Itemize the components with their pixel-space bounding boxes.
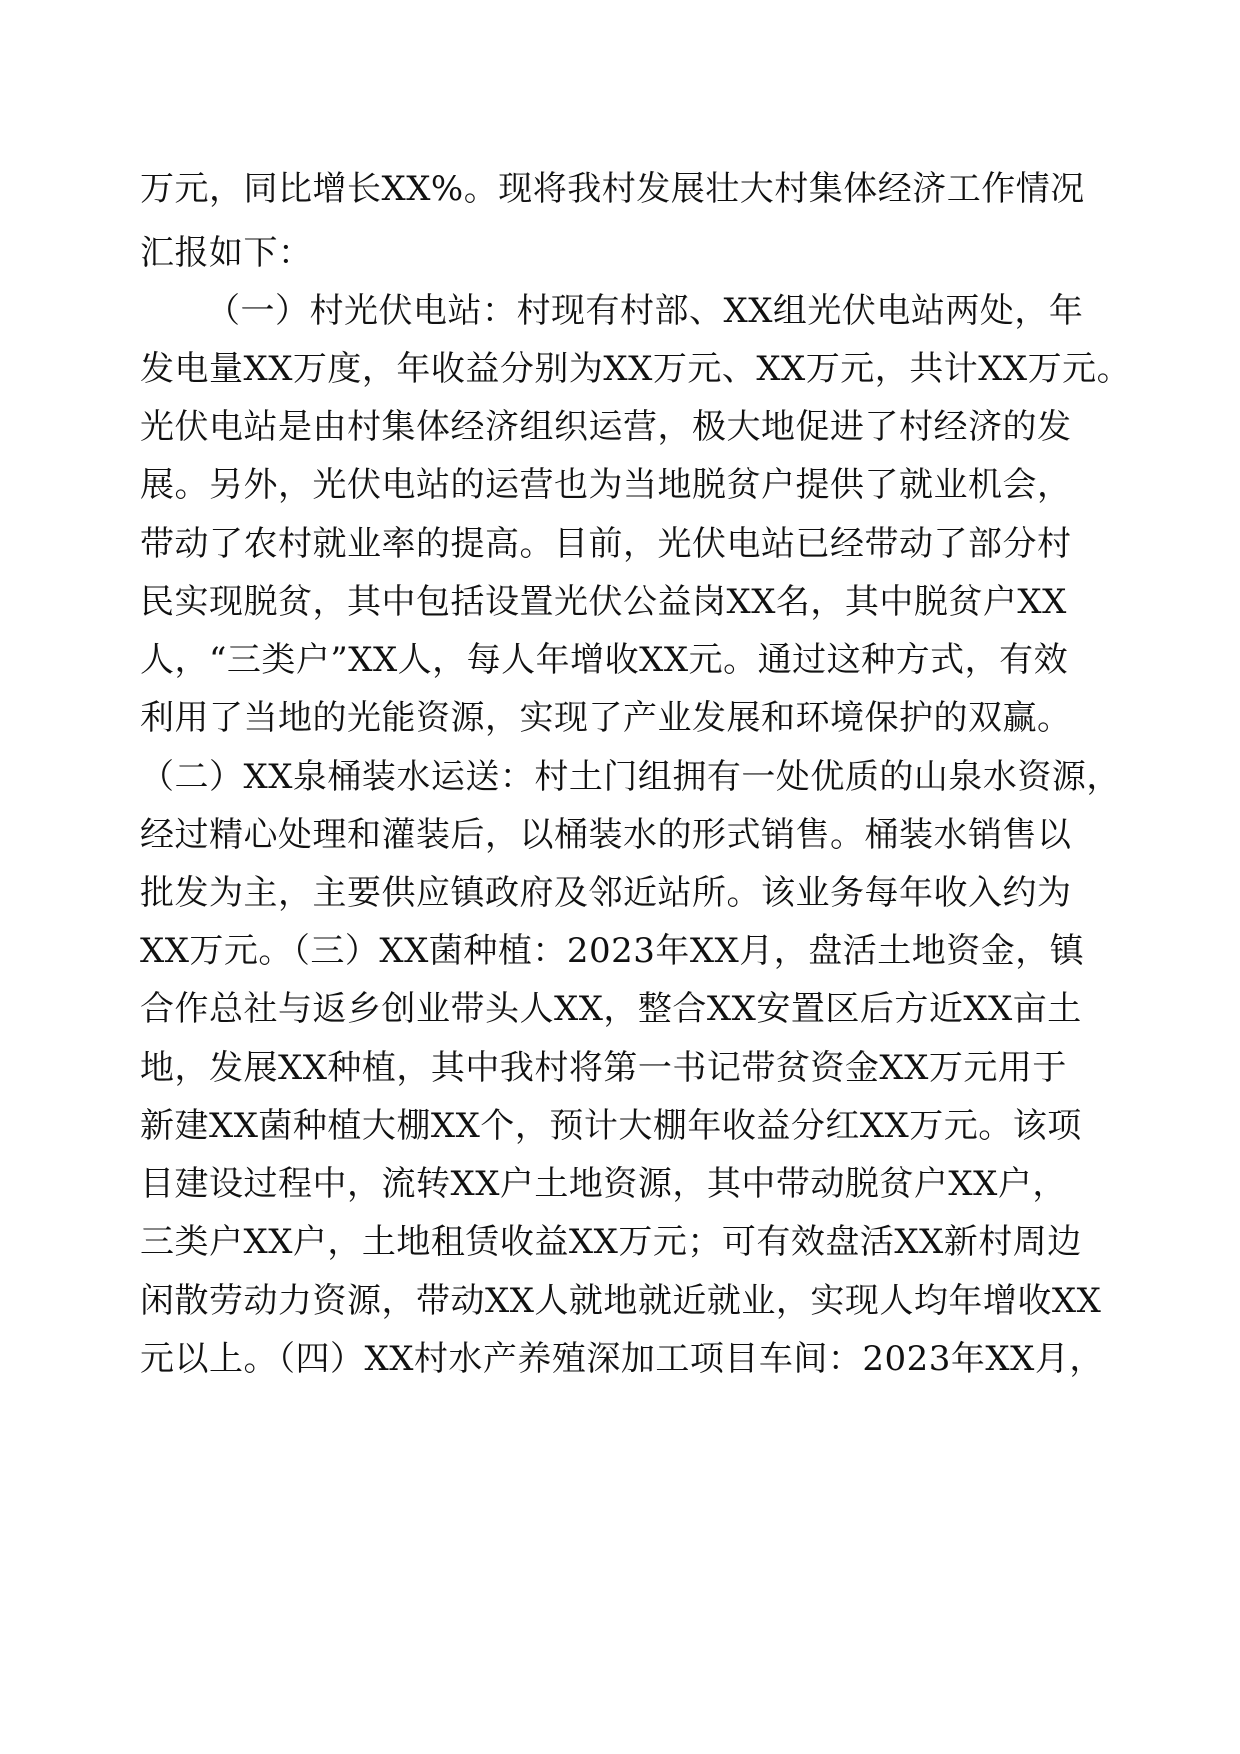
text-line-5: 光伏电站是由村集体经济组织运营，极大地促进了村经济的发	[140, 407, 1072, 447]
text-line-15: 合作总社与返乡创业带头人XX，整合XX安置区后方近XX亩土	[140, 989, 1082, 1029]
text-line-11: （二）XX泉桶装水运送：村土门组拥有一处优质的山泉水资源，	[140, 757, 1121, 797]
text-line-12: 经过精心处理和灌装后，以桶装水的形式销售。桶装水销售以	[140, 815, 1072, 855]
text-line-14: XX万元。（三）XX菌种植：2023年XX月，盘活土地资金，镇	[140, 931, 1085, 971]
text-line-20: 闲散劳动力资源，带动XX人就地就近就业，实现人均年增收XX	[140, 1281, 1102, 1321]
text-line-3: （一）村光伏电站：村现有村部、XX组光伏电站两处，年	[206, 291, 1084, 331]
text-line-9: 人，“三类户”XX人，每人年增收XX元。通过这种方式，有效	[140, 640, 1069, 680]
text-line-16: 地，发展XX种植，其中我村将第一书记带贫资金XX万元用于	[140, 1048, 1067, 1088]
text-line-17: 新建XX菌种植大棚XX个，预计大棚年收益分红XX万元。该项	[140, 1106, 1082, 1146]
text-line-2: 汇报如下：	[140, 233, 313, 273]
text-line-7: 带动了农村就业率的提高。目前，光伏电站已经带动了部分村	[140, 524, 1072, 564]
text-line-6: 展。另外，光伏电站的运营也为当地脱贫户提供了就业机会，	[140, 465, 1072, 505]
text-line-19: 三类户XX户，土地租赁收益XX万元；可有效盘活XX新村周边	[140, 1222, 1082, 1262]
text-line-10: 利用了当地的光能资源，实现了产业发展和环境保护的双赢。	[140, 698, 1072, 738]
text-line-4: 发电量XX万度，年收益分别为XX万元、XX万元，共计XX万元。	[140, 349, 1132, 389]
text-line-8: 民实现脱贫，其中包括设置光伏公益岗XX名，其中脱贫户XX	[140, 582, 1067, 622]
text-line-21: 元以上。（四）XX村水产养殖深加工项目车间：2023年XX月，	[140, 1339, 1104, 1379]
text-line-13: 批发为主，主要供应镇政府及邻近站所。该业务每年收入约为	[140, 873, 1072, 913]
text-line-1: 万元，同比增长XX%。现将我村发展壮大村集体经济工作情况	[140, 169, 1085, 209]
text-line-18: 目建设过程中，流转XX户土地资源，其中带动脱贫户XX户，	[140, 1164, 1067, 1204]
